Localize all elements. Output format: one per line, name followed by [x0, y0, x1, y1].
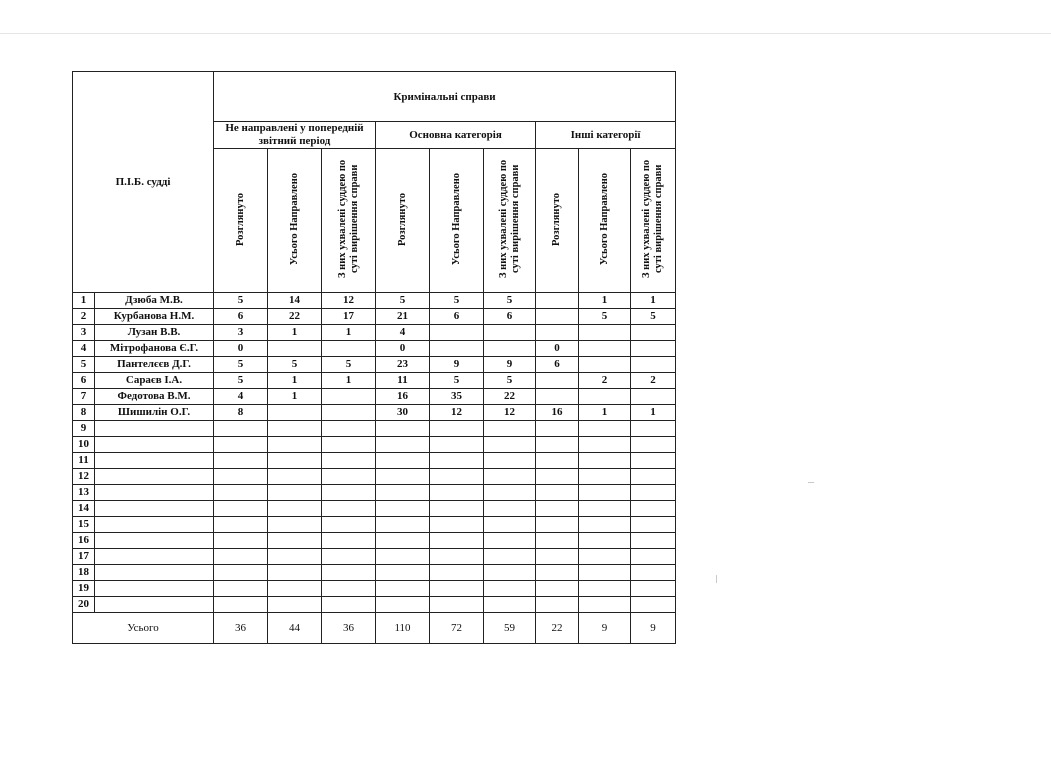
value-cell — [631, 357, 676, 373]
table-row — [73, 373, 676, 389]
value-cell — [430, 437, 484, 453]
value-cell — [214, 517, 268, 533]
value-cell: 3 — [214, 325, 268, 341]
judge-name: Лузан В.В. — [95, 325, 214, 341]
table-row — [73, 597, 676, 613]
table-row — [73, 325, 676, 341]
total-row — [73, 613, 676, 644]
value-cell — [484, 421, 536, 437]
value-cell: 1 — [631, 293, 676, 309]
sub-header-label: Усього Направлено — [288, 172, 300, 266]
value-cell — [536, 501, 579, 517]
value-cell: 5 — [430, 293, 484, 309]
value-cell — [579, 533, 631, 549]
value-cell — [322, 501, 376, 517]
value-cell — [214, 421, 268, 437]
table-row — [73, 421, 676, 437]
total-value-cell: 44 — [268, 613, 322, 644]
value-cell — [430, 421, 484, 437]
value-cell: 1 — [268, 325, 322, 341]
value-cell — [430, 341, 484, 357]
value-cell — [322, 565, 376, 581]
judge-name: Сараєв І.А. — [95, 373, 214, 389]
row-number: 15 — [73, 517, 95, 533]
value-cell — [430, 453, 484, 469]
value-cell: 12 — [484, 405, 536, 421]
sub-header-label: З них ухвалені суддею по суті вирішення справи — [641, 159, 665, 279]
value-cell: 16 — [536, 405, 579, 421]
value-cell: 5 — [430, 373, 484, 389]
value-cell — [536, 421, 579, 437]
value-cell — [214, 533, 268, 549]
value-cell — [631, 533, 676, 549]
value-cell: 1 — [579, 405, 631, 421]
value-cell: 0 — [536, 341, 579, 357]
value-cell: 23 — [376, 357, 430, 373]
judge-name — [95, 565, 214, 581]
judge-name: Федотова В.М. — [95, 389, 214, 405]
value-cell — [322, 453, 376, 469]
value-cell — [322, 533, 376, 549]
scan-artifact-dot — [808, 482, 814, 483]
value-cell — [579, 421, 631, 437]
value-cell: 8 — [214, 405, 268, 421]
value-cell — [536, 581, 579, 597]
value-cell — [579, 501, 631, 517]
value-cell — [376, 597, 430, 613]
value-cell — [631, 517, 676, 533]
judge-name — [95, 597, 214, 613]
value-cell: 16 — [376, 389, 430, 405]
total-label: Усього — [73, 613, 214, 644]
row-number: 16 — [73, 533, 95, 549]
value-cell — [214, 597, 268, 613]
value-cell — [579, 453, 631, 469]
value-cell — [268, 501, 322, 517]
sub-header-cell — [268, 149, 322, 293]
value-cell — [268, 341, 322, 357]
sub-header-cell — [430, 149, 484, 293]
value-cell — [376, 469, 430, 485]
value-cell — [484, 453, 536, 469]
value-cell — [536, 389, 579, 405]
judge-name: Дзюба М.В. — [95, 293, 214, 309]
value-cell — [322, 581, 376, 597]
value-cell — [376, 533, 430, 549]
sub-header-cell — [536, 149, 579, 293]
value-cell — [430, 485, 484, 501]
value-cell — [484, 469, 536, 485]
value-cell — [268, 549, 322, 565]
table-row — [73, 389, 676, 405]
value-cell — [536, 533, 579, 549]
value-cell — [322, 389, 376, 405]
value-cell: 14 — [268, 293, 322, 309]
value-cell — [376, 453, 430, 469]
value-cell — [579, 517, 631, 533]
value-cell — [579, 485, 631, 501]
value-cell — [484, 437, 536, 453]
value-cell — [631, 325, 676, 341]
judge-name — [95, 421, 214, 437]
value-cell: 5 — [376, 293, 430, 309]
value-cell — [631, 453, 676, 469]
table-row — [73, 405, 676, 421]
value-cell — [536, 485, 579, 501]
judge-name — [95, 533, 214, 549]
value-cell — [579, 325, 631, 341]
value-cell — [536, 325, 579, 341]
value-cell — [631, 565, 676, 581]
value-cell: 1 — [631, 405, 676, 421]
value-cell: 1 — [268, 389, 322, 405]
row-number: 11 — [73, 453, 95, 469]
row-number: 13 — [73, 485, 95, 501]
value-cell — [268, 421, 322, 437]
sub-header-label: Розглянуто — [551, 192, 562, 246]
table-row — [73, 453, 676, 469]
value-cell: 22 — [484, 389, 536, 405]
value-cell: 5 — [214, 373, 268, 389]
judge-name: Курбанова Н.М. — [95, 309, 214, 325]
value-cell: 2 — [631, 373, 676, 389]
value-cell — [579, 549, 631, 565]
sub-header-cell — [376, 149, 430, 293]
row-number: 10 — [73, 437, 95, 453]
value-cell — [322, 421, 376, 437]
value-cell — [268, 533, 322, 549]
value-cell: 35 — [430, 389, 484, 405]
value-cell — [536, 309, 579, 325]
value-cell: 12 — [430, 405, 484, 421]
total-value-cell: 72 — [430, 613, 484, 644]
value-cell — [214, 469, 268, 485]
value-cell — [268, 517, 322, 533]
judge-name: Шишилін О.Г. — [95, 405, 214, 421]
value-cell — [579, 437, 631, 453]
judge-name — [95, 549, 214, 565]
value-cell — [631, 421, 676, 437]
value-cell: 6 — [536, 357, 579, 373]
value-cell: 1 — [322, 373, 376, 389]
total-value-cell: 36 — [322, 613, 376, 644]
value-cell: 12 — [322, 293, 376, 309]
value-cell — [536, 437, 579, 453]
value-cell — [631, 389, 676, 405]
value-cell — [631, 485, 676, 501]
row-number: 12 — [73, 469, 95, 485]
sub-header-cell — [484, 149, 536, 293]
value-cell — [579, 389, 631, 405]
value-cell: 4 — [376, 325, 430, 341]
value-cell: 5 — [214, 357, 268, 373]
value-cell — [579, 597, 631, 613]
row-number: 7 — [73, 389, 95, 405]
value-cell — [579, 565, 631, 581]
value-cell — [214, 453, 268, 469]
value-cell — [484, 533, 536, 549]
row-number: 18 — [73, 565, 95, 581]
value-cell: 1 — [322, 325, 376, 341]
judge-name — [95, 517, 214, 533]
value-cell: 5 — [214, 293, 268, 309]
value-cell — [430, 565, 484, 581]
table-row — [73, 437, 676, 453]
value-cell — [631, 341, 676, 357]
row-number: 3 — [73, 325, 95, 341]
judge-name — [95, 437, 214, 453]
value-cell — [484, 517, 536, 533]
table-row — [73, 309, 676, 325]
value-cell — [430, 533, 484, 549]
value-cell — [484, 325, 536, 341]
value-cell: 0 — [214, 341, 268, 357]
value-cell: 17 — [322, 309, 376, 325]
scan-artifact-dot — [716, 575, 717, 583]
table-row — [73, 341, 676, 357]
value-cell — [430, 517, 484, 533]
value-cell: 6 — [484, 309, 536, 325]
value-cell — [268, 485, 322, 501]
value-cell: 0 — [376, 341, 430, 357]
sub-header-label: Розглянуто — [396, 192, 408, 246]
table-row — [73, 565, 676, 581]
judge-name — [95, 485, 214, 501]
sub-header-label: Усього Направлено — [598, 172, 610, 266]
value-cell — [214, 565, 268, 581]
value-cell — [536, 469, 579, 485]
sub-header-label: З них ухвалені суддею по суті вирішення справи — [497, 159, 521, 279]
value-cell — [430, 501, 484, 517]
value-cell — [430, 581, 484, 597]
value-cell — [214, 437, 268, 453]
value-cell — [579, 581, 631, 597]
value-cell — [376, 549, 430, 565]
value-cell — [484, 581, 536, 597]
group-header-other-categories: Інші категорії — [536, 122, 676, 149]
value-cell — [376, 437, 430, 453]
value-cell — [430, 325, 484, 341]
value-cell — [322, 517, 376, 533]
row-number: 19 — [73, 581, 95, 597]
total-value-cell: 110 — [376, 613, 430, 644]
value-cell — [484, 341, 536, 357]
value-cell — [376, 565, 430, 581]
row-number: 5 — [73, 357, 95, 373]
value-cell — [579, 341, 631, 357]
value-cell — [268, 405, 322, 421]
value-cell — [214, 485, 268, 501]
sub-header-cell — [631, 149, 676, 293]
value-cell — [484, 597, 536, 613]
value-cell — [631, 549, 676, 565]
total-value-cell: 9 — [631, 613, 676, 644]
value-cell — [484, 485, 536, 501]
table-row — [73, 533, 676, 549]
value-cell — [376, 581, 430, 597]
table-row — [73, 549, 676, 565]
group-header-main-category: Основна категорія — [376, 122, 536, 149]
value-cell — [484, 501, 536, 517]
main-header: Кримінальні справи — [214, 72, 676, 122]
row-number: 8 — [73, 405, 95, 421]
judge-name — [95, 453, 214, 469]
sub-header-cell — [214, 149, 268, 293]
value-cell: 9 — [430, 357, 484, 373]
value-cell: 1 — [579, 293, 631, 309]
value-cell — [430, 549, 484, 565]
value-cell — [268, 581, 322, 597]
sub-header-label: Розглянуто — [234, 192, 246, 246]
value-cell: 4 — [214, 389, 268, 405]
table-row — [73, 501, 676, 517]
table-row — [73, 485, 676, 501]
total-value-cell: 9 — [579, 613, 631, 644]
value-cell — [536, 453, 579, 469]
row-number: 9 — [73, 421, 95, 437]
value-cell — [536, 597, 579, 613]
judge-name: Пантелєєв Д.Г. — [95, 357, 214, 373]
value-cell — [376, 485, 430, 501]
value-cell — [430, 597, 484, 613]
value-cell: 5 — [484, 293, 536, 309]
table-row — [73, 517, 676, 533]
value-cell: 9 — [484, 357, 536, 373]
value-cell: 22 — [268, 309, 322, 325]
value-cell: 2 — [579, 373, 631, 389]
table-row — [73, 581, 676, 597]
sub-header-cell — [579, 149, 631, 293]
total-value-cell: 22 — [536, 613, 579, 644]
value-cell — [322, 549, 376, 565]
row-number: 1 — [73, 293, 95, 309]
value-cell: 5 — [268, 357, 322, 373]
value-cell — [579, 469, 631, 485]
value-cell: 6 — [430, 309, 484, 325]
row-number: 20 — [73, 597, 95, 613]
value-cell: 5 — [484, 373, 536, 389]
value-cell — [268, 469, 322, 485]
value-cell — [322, 405, 376, 421]
value-cell — [214, 581, 268, 597]
total-value-cell: 36 — [214, 613, 268, 644]
table-row — [73, 357, 676, 373]
value-cell — [322, 597, 376, 613]
value-cell — [536, 293, 579, 309]
value-cell — [214, 501, 268, 517]
value-cell — [631, 597, 676, 613]
value-cell: 30 — [376, 405, 430, 421]
row-number: 17 — [73, 549, 95, 565]
value-cell: 5 — [579, 309, 631, 325]
criminal-cases-report-table — [72, 71, 676, 644]
judge-name — [95, 469, 214, 485]
value-cell — [484, 565, 536, 581]
value-cell — [376, 501, 430, 517]
value-cell — [536, 565, 579, 581]
value-cell: 6 — [214, 309, 268, 325]
value-cell — [631, 437, 676, 453]
scan-artifact-line — [0, 33, 1051, 34]
value-cell — [536, 373, 579, 389]
value-cell: 11 — [376, 373, 430, 389]
value-cell: 5 — [631, 309, 676, 325]
row-number: 4 — [73, 341, 95, 357]
value-cell — [268, 597, 322, 613]
value-cell — [579, 357, 631, 373]
row-number: 14 — [73, 501, 95, 517]
value-cell — [268, 437, 322, 453]
judge-name — [95, 501, 214, 517]
sub-header-label: З них ухвалені суддею по суті вирішення справи — [336, 159, 360, 279]
value-cell — [484, 549, 536, 565]
value-cell — [322, 469, 376, 485]
judge-name — [95, 581, 214, 597]
row-number: 2 — [73, 309, 95, 325]
value-cell — [268, 565, 322, 581]
value-cell — [322, 341, 376, 357]
judge-name: Мітрофанова Є.Г. — [95, 341, 214, 357]
sub-header-label: Усього Направлено — [450, 172, 462, 266]
value-cell — [430, 469, 484, 485]
table-row — [73, 469, 676, 485]
value-cell: 21 — [376, 309, 430, 325]
value-cell — [322, 485, 376, 501]
value-cell — [322, 437, 376, 453]
row-number: 6 — [73, 373, 95, 389]
value-cell — [631, 501, 676, 517]
value-cell — [536, 549, 579, 565]
value-cell — [376, 517, 430, 533]
value-cell: 1 — [268, 373, 322, 389]
value-cell — [268, 453, 322, 469]
value-cell — [631, 581, 676, 597]
value-cell: 5 — [322, 357, 376, 373]
sub-header-cell — [322, 149, 376, 293]
table-row — [73, 293, 676, 309]
value-cell — [214, 549, 268, 565]
value-cell — [536, 517, 579, 533]
group-header-previous-period: Не направлені у попередній звітний період — [214, 122, 376, 149]
total-value-cell: 59 — [484, 613, 536, 644]
value-cell — [376, 421, 430, 437]
value-cell — [631, 469, 676, 485]
judge-name-header: П.І.Б. судді — [73, 72, 214, 293]
